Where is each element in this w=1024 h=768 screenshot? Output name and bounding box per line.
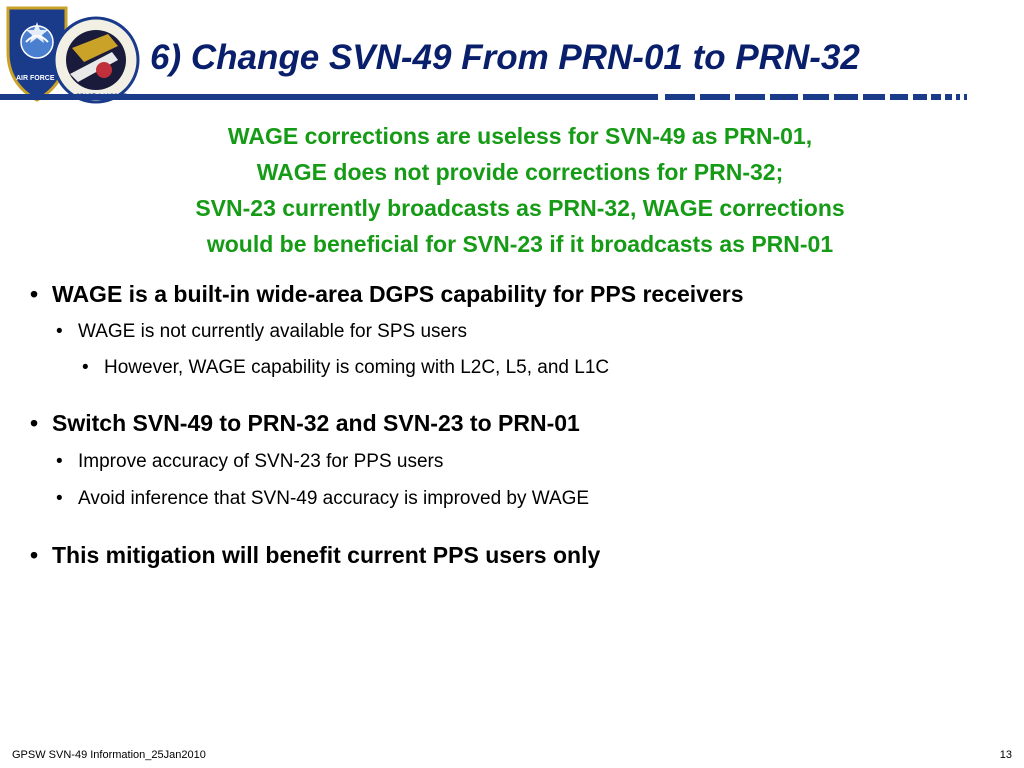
bullet-icon: •	[30, 281, 39, 307]
bullet-icon: •	[30, 542, 39, 568]
page-title: 6) Change SVN-49 From PRN-01 to PRN-32	[150, 38, 860, 77]
bullet-icon: •	[82, 357, 89, 378]
bullet-icon: •	[56, 488, 63, 509]
callout-line: would be beneficial for SVN-23 if it broadcasts as PRN-01	[206, 231, 834, 257]
callout-line: WAGE corrections are useless for SVN-49 as PRN-01,	[227, 123, 813, 149]
callout-line: WAGE does not provide corrections for PRN-32;	[256, 159, 784, 185]
bullet-text: Avoid inference that SVN-49 accuracy is improved by WAGE	[78, 488, 590, 509]
bullet-text: WAGE is a built-in wide-area DGPS capability for PPS receivers	[52, 281, 744, 307]
bullet-icon: •	[30, 410, 39, 436]
logo-lettering: AIR FORCE	[16, 75, 55, 82]
bullet-icon: •	[56, 321, 63, 342]
list-item	[30, 542, 600, 569]
list-item	[56, 488, 589, 510]
bullet-text: WAGE is not currently available for SPS users	[78, 321, 467, 342]
footer-label: GPSW SVN-49 Information_25Jan2010	[12, 749, 206, 761]
list-item	[56, 451, 443, 473]
bullet-text: This mitigation will benefit current PPS users only	[52, 542, 601, 568]
bullet-text: Improve accuracy of SVN-23 for PPS users	[78, 451, 444, 472]
page-number: 13	[999, 749, 1012, 761]
bullet-text: However, WAGE capability is coming with L2C, L5, and L1C	[104, 357, 610, 378]
bullet-icon: •	[56, 451, 63, 472]
bullet-text: Switch SVN-49 to PRN-32 and SVN-23 to PRN-01	[52, 410, 580, 436]
list-item	[30, 281, 744, 308]
callout-line: SVN-23 currently broadcasts as PRN-32, WAGE corrections	[195, 195, 845, 221]
list-item	[30, 410, 580, 437]
list-item	[82, 357, 609, 379]
list-item	[56, 321, 467, 343]
